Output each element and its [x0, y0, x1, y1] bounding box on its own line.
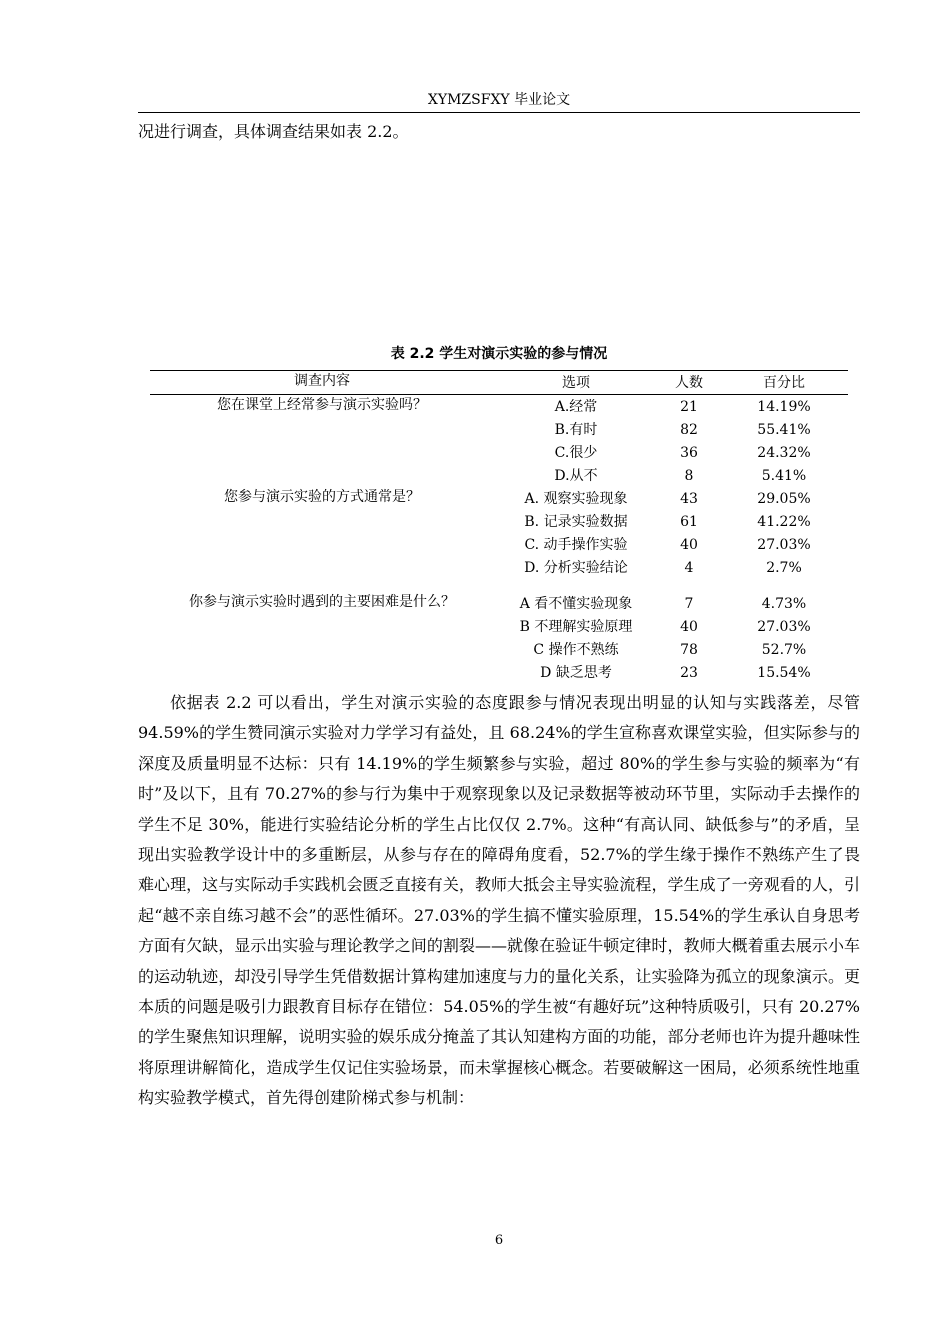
count-cell: 8 [684, 467, 694, 484]
percent-cell: 5.41% [761, 467, 807, 484]
count-cell: 21 [680, 398, 698, 415]
count-cell: 40 [680, 536, 698, 553]
count-cell: 43 [680, 490, 698, 507]
count-cell: 78 [680, 641, 698, 658]
option-cell: B 不理解实验原理 [519, 618, 633, 635]
percent-cell: 29.05% [757, 490, 811, 507]
option-cell: C.很少 [554, 444, 598, 461]
body-paragraph: 依据表 2.2 可以看出，学生对演示实验的态度跟参与情况表现出明显的认知与实践落差，尽管 94.59%的学生赞同演示实验对力学学习有益处，且 68.24%的学生宣称喜欢课堂实验，但实际参与的深度及质量明显不达标：只有 14.19%的学生频繁参与实验，超过 80%的学生参与实验的频率为“有时”及以下，且有 70.27%的参与行为集中于观察现象以及记录数据等被动环节里，实际动手去操作的学生不足 30%，能进行实验结论分析的学生占比仅仅 2.7%。这种“有高认同、缺低参与”的矛盾，呈现出实验教学设计中的多重断层，从参与存在的障碍角度看，52.7%的学生缘于操作不熟练产生了畏难心理，这与实际动手实践机会匮乏直接有关，教师大抵会主导实验流程，学生成了一旁观看的人，引起“越不亲自练习越不会”的恶性循环。27.03%的学生搞不懂实验原理，15.54%的学生承认自身思考方面有欠缺，显示出实验与理论教学之间的割裂——就像在验证牛顿定律时，教师大概着重去展示小车的运动轨迹，却没引导学生凭借数据计算构建加速度与力的量化关系，让实验降为孤立的现象演示。更本质的问题是吸引力跟教育目标存在错位：54.05%的学生被“有趣好玩”这种特质吸引，只有 20.27%的学生聚焦知识理解，说明实验的娱乐成分掩盖了其认知建构方面的功能，部分老师也许为提升趣味性将原理讲解简化，造成学生仅记住实验场景，而未掌握核心概念。若要破解这一困局，必须系统性地重构实验教学模式，首先得创建阶梯式参与机制： [138, 693, 860, 1108]
count-cell: 82 [680, 421, 698, 438]
option-cell: D. 分析实验结论 [524, 559, 628, 576]
survey-table [150, 370, 848, 684]
question-cell: 您参与演示实验的方式通常是？ [224, 489, 420, 505]
option-cell: B. 记录实验数据 [524, 513, 628, 530]
percent-cell: 52.7% [761, 641, 807, 658]
option-cell: C. 动手操作实验 [524, 536, 628, 553]
percent-cell: 24.32% [757, 444, 811, 461]
running-header: XYMZSFXY 毕业论文 [427, 92, 571, 108]
table-caption: 表 2.2 学生对演示实验的参与情况 [390, 346, 608, 362]
body-text [138, 688, 860, 1114]
table-row [150, 487, 848, 510]
option-cell: C 操作不熟练 [533, 641, 619, 658]
option-cell: D.从不 [554, 467, 598, 484]
percent-cell: 27.03% [757, 536, 811, 553]
count-cell: 23 [680, 664, 698, 681]
table-header-row [150, 371, 848, 395]
header-rule [138, 112, 860, 113]
percent-cell: 55.41% [757, 421, 811, 438]
percent-cell: 14.19% [757, 398, 811, 415]
table-row [150, 395, 848, 419]
question-cell: 您在课堂上经常参与演示实验吗？ [217, 397, 427, 413]
count-cell: 40 [680, 618, 698, 635]
count-cell: 36 [680, 444, 698, 461]
page-number: 6 [494, 1233, 504, 1248]
percent-cell: 15.54% [757, 664, 811, 681]
count-cell: 61 [680, 513, 698, 530]
question-cell: 你参与演示实验时遇到的主要困难是什么？ [189, 594, 455, 610]
spacer-row [150, 579, 848, 592]
lead-line: 况进行调查，具体调查结果如表 2.2。 [138, 122, 409, 141]
option-cell: D 缺乏思考 [540, 664, 612, 681]
option-cell: A.经常 [554, 398, 598, 415]
percent-cell: 41.22% [757, 513, 811, 530]
option-cell: B.有时 [554, 421, 598, 438]
column-header: 人数 [658, 371, 720, 395]
count-cell: 4 [684, 559, 694, 576]
option-cell: A 看不懂实验现象 [519, 595, 633, 612]
percent-cell: 27.03% [757, 618, 811, 635]
column-header: 百分比 [720, 371, 848, 395]
percent-cell: 4.73% [761, 595, 807, 612]
table-row [150, 592, 848, 615]
option-cell: A. 观察实验现象 [524, 490, 628, 507]
column-header: 调查内容 [150, 371, 494, 395]
count-cell: 7 [684, 595, 694, 612]
percent-cell: 2.7% [766, 559, 802, 576]
column-header: 选项 [494, 371, 658, 395]
